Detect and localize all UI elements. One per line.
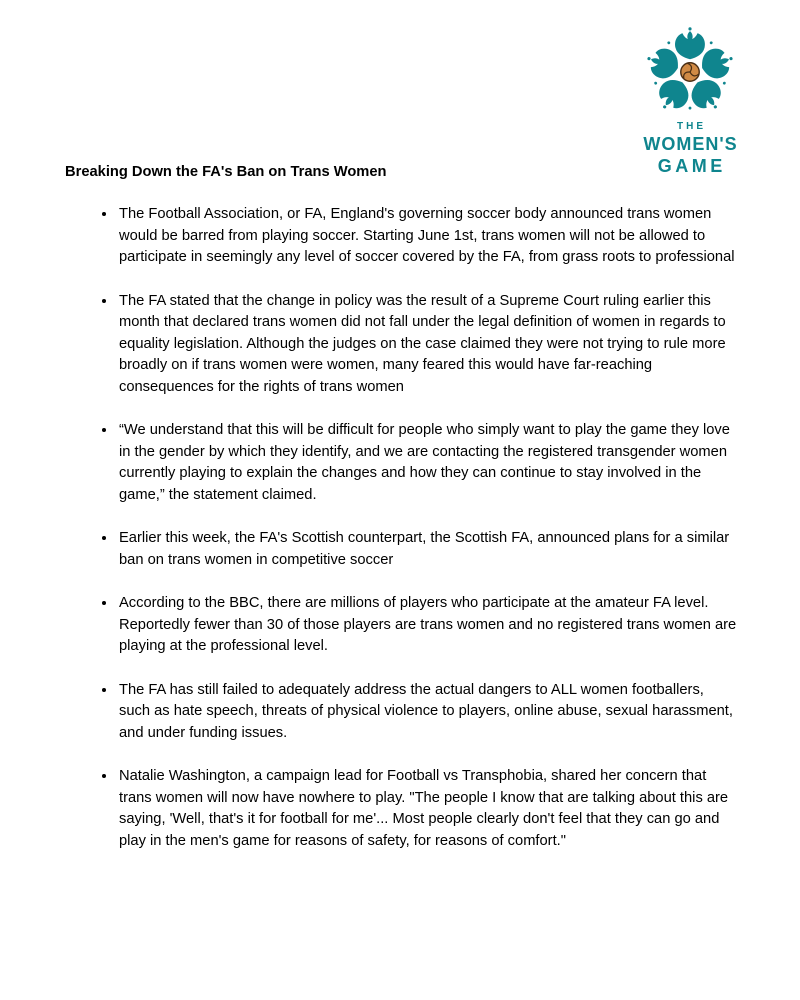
bullet-list	[65, 203, 737, 852]
bullet-item-scottish-fa: • Earlier this week, the FA's Scottish counterpart, the Scottish FA, announced plans for a similar ban on trans women in competitive soccer	[117, 527, 737, 571]
womens-game-logo	[634, 26, 746, 177]
bullet-item-supreme-court-ruling: • The FA stated that the change in policy was the result of a Supreme Court ruling earlier this month that declared trans women did not fall under the legal definition of women in regards to equality legislation. Although the judges on the case claimed they were not trying to rule more broadly on if trans women were women, many feared this would have far-reaching consequences for the rights of trans women	[117, 290, 737, 399]
bullet-item-fa-statement-quote: • “We understand that this will be difficult for people who simply want to play the game they love in the gender by which they identify, and we are contacting the registered transgender women currently playing to explain the changes and how they can continue to stay involved in the game,” the statement claimed.	[117, 419, 737, 506]
logo-wordmark-game: GAME	[657, 156, 726, 176]
logo-wordmark-womens: WOMEN'S	[643, 134, 738, 154]
logo-wordmark-the: THE	[677, 121, 706, 132]
page-title: Breaking Down the FA's Ban on Trans Women	[65, 164, 387, 180]
bullet-item-fa-failures: • The FA has still failed to adequately address the actual dangers to ALL women footballers, such as hate speech, threats of physical violence to players, online abuse, sexual harassment, and under funding issues.	[117, 679, 737, 745]
bullet-item-bbc-numbers: • According to the BBC, there are millions of players who participate at the amateur FA level. Reportedly fewer than 30 of those players are trans women and no registered trans women are playing at the professional level.	[117, 592, 737, 658]
bullet-item-fa-announcement: • The Football Association, or FA, England's governing soccer body announced trans women would be barred from playing soccer. Starting June 1st, trans women will not be allowed to participate in seemingly any level of soccer covered by the FA, from grass roots to professional	[117, 203, 737, 269]
bullet-item-natalie-washington: • Natalie Washington, a campaign lead for Football vs Transphobia, shared her concern that trans women will now have nowhere to play. "The people I know that are talking about this are saying, 'Well, that's it for football for me'... Most people clearly don't feel that they can go and play in the men's game for reasons of safety, for reasons of comfort."	[117, 765, 737, 852]
flower-football-icon	[646, 26, 734, 118]
